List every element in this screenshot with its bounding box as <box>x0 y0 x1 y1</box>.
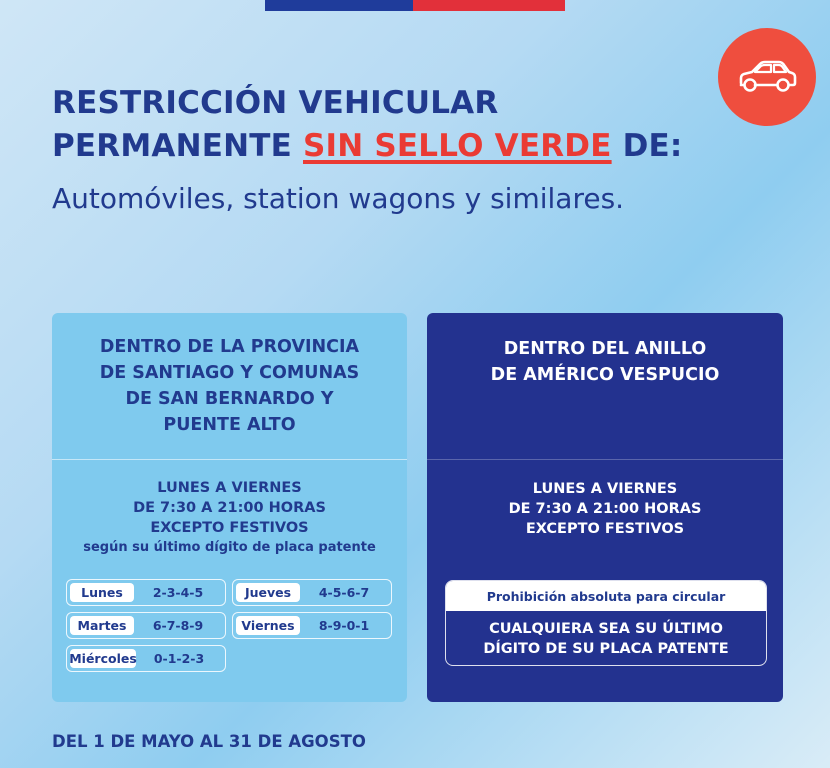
title-highlight: SIN SELLO VERDE <box>303 128 612 164</box>
day-label: Miércoles <box>69 651 137 666</box>
title-line-2-suffix: DE: <box>611 128 683 164</box>
panel-heading <box>52 313 407 460</box>
plate-digits: 2-3-4-5 <box>152 585 204 600</box>
prohibition-line: DÍGITO DE SU PLACA PATENTE <box>483 641 729 657</box>
heading-line: DE AMÉRICO VESPUCIO <box>490 365 720 385</box>
prohibition-text <box>446 619 766 659</box>
restriction-lunes <box>66 579 226 606</box>
restriction-martes <box>66 612 226 639</box>
schedule-hours: DE 7:30 A 21:00 HORAS <box>508 501 702 517</box>
date-range: DEL 1 DE MAYO AL 31 DE AGOSTO <box>52 732 366 751</box>
title-line-1: RESTRICCIÓN VEHICULAR <box>52 85 499 121</box>
day-label: Viernes <box>236 616 300 635</box>
schedule-hours: DE 7:30 A 21:00 HORAS <box>133 500 326 516</box>
heading-line: PUENTE ALTO <box>163 415 296 435</box>
flag-stripe-red <box>413 0 565 11</box>
prohibition-box <box>445 580 767 666</box>
schedule-note: según su último dígito de placa patente <box>83 540 376 555</box>
plate-digits: 6-7-8-9 <box>152 618 204 633</box>
day-label: Lunes <box>70 583 134 602</box>
day-label: Martes <box>70 616 134 635</box>
schedule-days: LUNES A VIERNES <box>157 480 302 496</box>
panel-heading <box>427 313 783 460</box>
page-title <box>52 82 683 168</box>
subtitle: Automóviles, station wagons y similares. <box>52 182 625 215</box>
restriction-viernes <box>232 612 392 639</box>
plate-digits: 0-1-2-3 <box>153 651 205 666</box>
prohibition-line: CUALQUIERA SEA SU ÚLTIMO <box>489 621 723 637</box>
schedule-exception: EXCEPTO FESTIVOS <box>525 521 685 537</box>
heading-line: DE SAN BERNARDO Y <box>125 389 334 409</box>
restriction-miercoles <box>66 645 226 672</box>
heading-line: DE SANTIAGO Y COMUNAS <box>99 363 360 383</box>
car-icon <box>718 28 816 126</box>
heading-line: DENTRO DE LA PROVINCIA <box>99 337 360 357</box>
day-label: Jueves <box>236 583 300 602</box>
prohibition-label: Prohibición absoluta para circular <box>446 581 766 611</box>
heading-line: DENTRO DEL ANILLO <box>503 339 707 359</box>
flag-stripe-blue <box>265 0 413 11</box>
restriction-jueves <box>232 579 392 606</box>
panel-provincia-santiago <box>52 313 407 702</box>
title-line-2-prefix: PERMANENTE <box>52 128 303 164</box>
schedule-days: LUNES A VIERNES <box>532 481 678 497</box>
panel-anillo-americo-vespucio <box>427 313 783 702</box>
plate-digits: 4-5-6-7 <box>318 585 370 600</box>
schedule-exception: EXCEPTO FESTIVOS <box>150 520 309 536</box>
schedule-block <box>52 478 407 558</box>
schedule-block <box>427 479 783 539</box>
plate-digits: 8-9-0-1 <box>318 618 370 633</box>
